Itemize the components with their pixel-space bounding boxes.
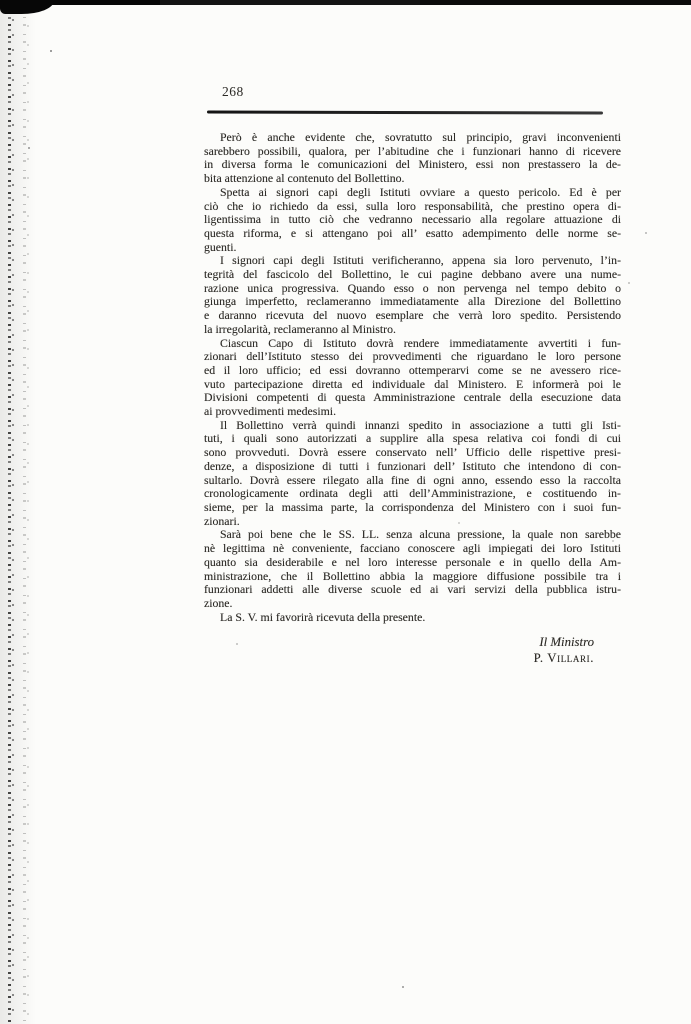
paragraph	[204, 254, 621, 336]
text-line: La S. V. mi favorirà ricevuta della presente.	[220, 609, 426, 624]
scan-speckles	[50, 50, 52, 52]
text-line: I signori capi degli Istituti verificheranno, appena sia loro pervenuto, l’in-	[220, 253, 621, 268]
text-line: ligentissima in tutto ciò che vedranno necessario alla regolare attuazione di	[204, 212, 621, 227]
text-line: quanto sia desiderabile e nel loro interesse personale e in quello della Am-	[204, 554, 621, 569]
binding-noise-band	[27, 0, 29, 1024]
text-line: tegrità del fascicolo del Bollettino, le cui pagine debbano avere una nume-	[204, 267, 621, 282]
text-line: sono provveduti. Dovrà essere conservato nell’ Ufficio delle rispettive presi-	[204, 445, 621, 460]
text-line: bita attenzione al contenuto del Bollettino.	[204, 171, 405, 186]
text-line: Sarà poi bene che le SS. LL. senza alcuna pressione, la quale non sarebbe	[220, 527, 621, 542]
scan-corner-blob	[0, 0, 54, 14]
text-line: tuti, i quali sono autorizzati a supplire alla spesa relativa coi fondi di cui	[204, 431, 621, 446]
scan-edge-top	[0, 0, 691, 5]
text-line: ai provvedimenti medesimi.	[204, 404, 337, 419]
body-text	[204, 131, 621, 624]
binding-noise-band	[23, 0, 26, 1024]
text-line: zione.	[204, 595, 233, 610]
text-line: guenti.	[204, 239, 237, 254]
text-line: ed il loro ufficio; ed essi dovranno ottemperarvi come se ne avessero rice-	[204, 362, 621, 377]
body-block	[204, 131, 621, 666]
binding-noise-band	[12, 0, 14, 1024]
text-line: in diversa forma le comunicazioni del Ministero, essi non prestassero la de-	[204, 157, 621, 172]
paragraph	[204, 337, 621, 419]
text-line: sieme, per la massima parte, la corrispondenza del Ministero con i suoi fun-	[204, 499, 621, 514]
paragraph	[204, 528, 621, 610]
text-line: razione unica progressiva. Quando esso o non pervenga nel tempo debito o	[204, 280, 621, 295]
text-line: Il Bollettino verrà quindi innanzi spedito in associazione a tutti gli Isti-	[220, 417, 621, 432]
signature-name: P. Villari.	[533, 651, 594, 666]
paragraph	[204, 611, 621, 625]
text-line: Ciascun Capo di Istituto dovrà rendere immediatamente avvertiti i fun-	[220, 335, 621, 350]
signature-block	[204, 634, 621, 666]
signature-role: Il Ministro	[539, 635, 594, 650]
text-line: cronologicamente ordinata degli atti dell’Amministrazione, e costituendo in-	[204, 486, 621, 501]
binding-gutter-shade	[0, 0, 36, 1024]
header-rule	[207, 111, 603, 114]
text-line: nè legittima nè conveniente, facciano conoscere agli impiegati dei loro Istituti	[204, 541, 621, 556]
text-line: Però è anche evidente che, sovratutto sul principio, gravi inconvenienti	[220, 130, 621, 144]
text-line: zionari.	[204, 513, 240, 528]
binding-noise-band	[8, 0, 11, 1024]
paragraph	[204, 186, 621, 255]
paragraph	[204, 419, 621, 529]
text-line: Divisioni competenti di questa Amministrazione centrale della esecuzione data	[204, 390, 621, 405]
page-number: 268	[222, 84, 244, 99]
text-line: ministrazione, che il Bollettino abbia la maggiore diffusione possibile tra i	[204, 568, 621, 583]
text-line: sarebbero possibili, qualora, per l’abitudine che i funzionari hanno di ricevere	[204, 143, 621, 158]
text-line: denze, a disposizione di tutti i funzionari dell’ Istituto che intendono di con-	[204, 458, 621, 473]
text-line: questa riforma, e si attengano poi all’ esatto adempimento delle norme se-	[204, 225, 621, 240]
text-line: la irregolarità, reclameranno al Ministro.	[204, 321, 396, 336]
text-line: e daranno ricevuta del nuovo esemplare che verrà loro spedito. Persistendo	[204, 308, 621, 323]
text-line: vuto partecipazione diretta ed individuale dal Ministero. E informerà poi le	[204, 376, 621, 391]
text-line: sultarlo. Dovrà essere rilegato alla fine di ogni anno, essendo esso la raccolta	[204, 472, 621, 487]
text-line: ciò che io richiedo da essi, sulla loro responsabilità, che prestino opera di-	[204, 198, 621, 213]
text-line: zionari dell’Istituto stesso dei provvedimenti che riguardano le loro persone	[204, 349, 621, 364]
text-line: funzionari addetti alle diverse scuole ed ai vari servizi della pubblica istru-	[204, 582, 621, 597]
text-line: giunga imperfetto, reclameranno immediatamente alla Direzione del Bollettino	[204, 294, 621, 309]
paragraph	[204, 131, 621, 186]
text-line: Spetta ai signori capi degli Istituti ovviare a questo pericolo. Ed è per	[220, 184, 621, 199]
